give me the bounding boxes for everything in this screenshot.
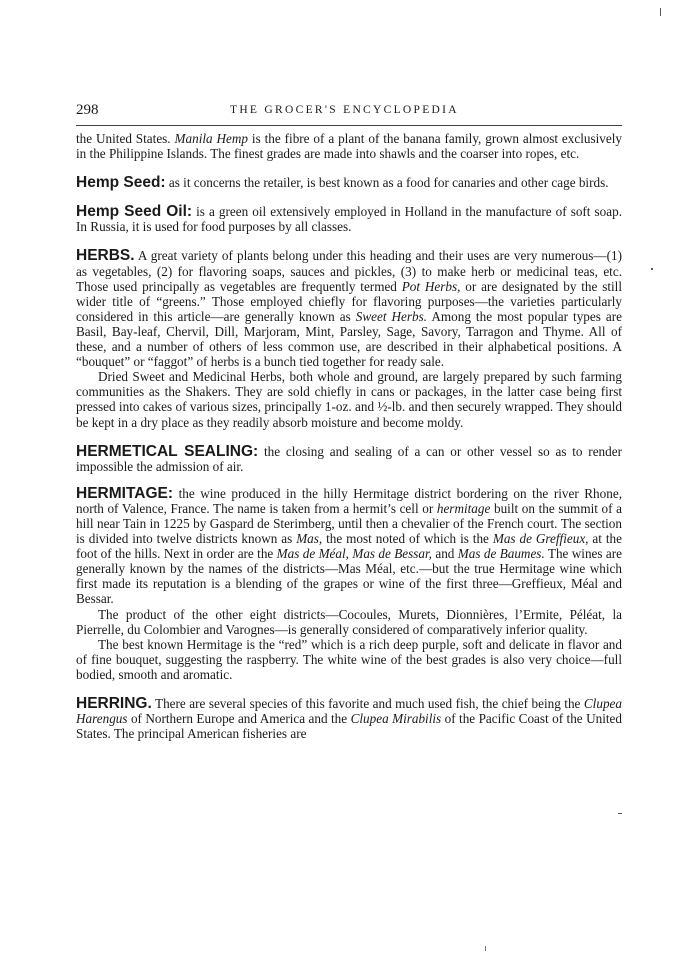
scan-speck: [660, 8, 661, 16]
paragraph: [76, 444, 622, 474]
italic-term: Clupea Harengus: [76, 696, 622, 727]
text-run: of the Pacific Coast of the United States. The principal American fisheries are: [76, 711, 622, 742]
entry-heading: HERRING.: [76, 695, 152, 712]
italic-term: Pot Herbs,: [401, 278, 461, 294]
header-rule: [76, 125, 622, 126]
text-run: the United States.: [76, 131, 175, 146]
entry-heading: Hemp Seed:: [76, 174, 166, 192]
text-run: as it concerns the retailer, is best known as a food for canaries and other cage birds.: [165, 175, 609, 191]
paragraph: [76, 204, 622, 234]
italic-term: Mas,: [296, 531, 323, 547]
scan-speck: [485, 946, 486, 951]
page-body: [76, 131, 622, 755]
text-run: of Northern Europe and America and the: [127, 711, 351, 727]
paragraph: [76, 696, 622, 741]
running-head: THE GROCER'S ENCYCLOPEDIA: [230, 104, 459, 116]
scan-speck: [618, 813, 622, 814]
scan-speck: [651, 268, 653, 270]
text-run: the wine produced in the hilly Hermitage district bordering on the river Rhone, north of Valence, France. The name is taken from a hermit’s cell or: [76, 485, 622, 516]
italic-term: Clupea Mirabilis: [350, 711, 442, 727]
paragraph: The best known Hermitage is the “red” which is a rich deep purple, soft and delicate in flavor and of fine bouquet, suggesting the raspberry. The white wine of the best grades is also very choice—full bodied, smooth and aromatic.: [76, 636, 622, 682]
paragraph: [76, 486, 622, 607]
paragraph: [76, 248, 622, 369]
entry-heading: HERBS.: [76, 247, 135, 265]
italic-term: Mas de Baumes.: [457, 546, 545, 562]
entry-heading: Hemp Seed Oil:: [76, 203, 193, 221]
text-run: or are designated by the still wider title of “greens.” Those employed chiefly for flavoring purposes—the varieties particularly considered in this article—are generally known as: [76, 278, 622, 324]
text-run: and: [431, 546, 458, 562]
text-run: is a green oil extensively employed in Holland in the manufacture of soft soap. In Russia, it is used for food purposes by all classes.: [76, 204, 622, 235]
text-run: The wines are generally known by the names of the districts—Mas Méal, etc.—but the true Hermitage wine which first made its reputation is a blending of the grapes or wine of the first three—Greffieux, Méal and Bessar.: [76, 546, 623, 607]
text-run: the closing and sealing of a can or other vessel so as to render impossible the admission of air.: [76, 443, 622, 474]
italic-term: Mas de Méal, Mas de Bessar,: [276, 546, 432, 562]
text-run: built on the summit of a hill near Tain in 1225 by Gaspard de Sterimberg, until then a chevalier of the French court. The section is divided into twelve districts known as: [76, 500, 622, 547]
entry-hermitage: [76, 486, 622, 682]
text-run: is the fibre of a plant of the banana family, grown almost exclusively in the Philippine Islands. The finest grades are made into shawls and the coarser into ropes, etc.: [76, 131, 622, 162]
italic-term: Mas de Greffieux,: [492, 531, 589, 547]
text-run: There are several species of this favorite and much used fish, the chief being the: [151, 696, 584, 711]
italic-term: Sweet Herbs.: [355, 308, 428, 324]
text-run: Among the most popular types are Basil, Bay-leaf, Chervil, Dill, Marjoram, Mint, Parsley, Sage, Savory, Tarragon and Thyme. All of these, and a number of others of less common use, are described in their alphabetical positions. A “bouquet” or “faggot” of herbs is a bunch tied together for ready sale.: [76, 308, 622, 370]
entry-heading: HERMITAGE:: [76, 484, 174, 502]
entry-hermetical-sealing: [76, 444, 622, 474]
paragraph: [76, 175, 622, 190]
paragraph: [76, 131, 622, 161]
text-run: at the foot of the hills. Next in order are the: [76, 531, 622, 562]
text-run: A great variety of plants belong under this heading and their uses are very numerous—(1) as vegetables, (2) for flavoring soaps, sauces and pickles, (3) to make herb or medicinal teas, etc. Those used principally as vegetables are frequently termed: [76, 248, 622, 294]
entry-hemp-seed-oil: [76, 204, 622, 234]
entry-hemp-seed: [76, 175, 622, 190]
italic-term: Manila Hemp: [174, 131, 249, 146]
text-run: the most noted of which is the: [322, 531, 493, 547]
paragraph: Dried Sweet and Medicinal Herbs, both whole and ground, are largely prepared by such farming communities as the Shakers. They are sold chiefly in cans or packages, in the latter case being first pressed into cakes of various sizes, principally 1-oz. and ½-lb. and then securely wrapped. They should be kept in a dry place as they readily absorb moisture and become moldy.: [76, 369, 622, 430]
entry-hemp-continued: [76, 131, 622, 161]
entry-herbs: [76, 248, 622, 429]
page-number: 298: [76, 102, 99, 118]
italic-term: hermitage: [436, 500, 491, 516]
paragraph: The product of the other eight districts—Cocoules, Murets, Dionnières, l’Ermite, Péléat, la Pierrelle, du Colombier and Varognes—is generally considered of comparatively inferior quality.: [76, 606, 622, 637]
entry-herring: [76, 696, 622, 741]
entry-heading: HERMETICAL SEALING:: [76, 442, 259, 460]
